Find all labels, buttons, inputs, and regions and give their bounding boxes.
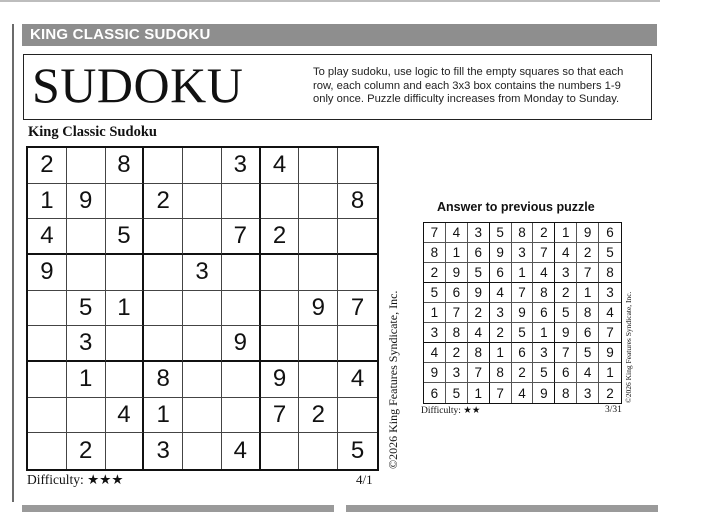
puzzle-cell: 4 [222, 433, 261, 469]
answer-cell: 7 [512, 283, 534, 303]
puzzle-cell [144, 219, 183, 255]
answer-cell: 7 [555, 343, 577, 363]
puzzle-cell: 2 [67, 433, 106, 469]
puzzle-cell: 7 [338, 291, 377, 327]
answer-cell: 3 [555, 263, 577, 283]
answer-cell: 5 [490, 223, 512, 243]
answer-cell: 9 [490, 243, 512, 263]
puzzle-cell: 8 [106, 148, 145, 184]
answer-cell: 7 [468, 363, 490, 383]
puzzle-cell [261, 255, 300, 291]
puzzle-cell: 5 [350, 437, 365, 465]
puzzle-cell [183, 326, 222, 362]
answer-cell: 3 [446, 363, 468, 383]
puzzle-cell: 8 [144, 362, 183, 398]
answer-cell: 5 [533, 363, 555, 383]
answer-cell: 1 [512, 263, 534, 283]
answer-cell: 8 [555, 383, 577, 403]
puzzle-cell: 4 [261, 148, 300, 184]
answer-cell: 1 [424, 303, 446, 323]
puzzle-cell [261, 184, 300, 220]
puzzle-cell [67, 219, 106, 255]
answer-cell: 4 [577, 363, 599, 383]
answer-cell: 6 [599, 223, 621, 243]
answer-copyright: ©2026 King Features Syndicate, Inc. [624, 291, 633, 403]
answer-cell: 1 [533, 323, 555, 343]
answer-cell: 7 [533, 243, 555, 263]
answer-cell: 2 [468, 303, 490, 323]
puzzle-cell: 1 [28, 184, 67, 220]
puzzle-cell: 5 [67, 291, 106, 327]
puzzle-cell: 7 [222, 219, 261, 255]
answer-cell: 7 [577, 263, 599, 283]
answer-cell: 7 [599, 323, 621, 343]
answer-cell: 9 [446, 263, 468, 283]
puzzle-cell [299, 326, 338, 362]
answer-cell: 4 [555, 243, 577, 263]
answer-cell: 4 [446, 223, 468, 243]
answer-cell: 9 [599, 343, 621, 363]
answer-cell: 8 [512, 223, 534, 243]
puzzle-cell: 4 [338, 362, 377, 398]
answer-cell: 1 [577, 283, 599, 303]
puzzle-cell [183, 398, 222, 434]
puzzle-cell [28, 433, 67, 469]
puzzle-cell [28, 362, 67, 398]
puzzle-title: King Classic Sudoku [28, 124, 157, 140]
answer-cell: 8 [599, 263, 621, 283]
next-section-header-right [346, 505, 658, 512]
puzzle-cell [106, 326, 145, 362]
answer-cell: 6 [446, 283, 468, 303]
puzzle-cell [222, 255, 261, 291]
answer-cell: 2 [606, 385, 614, 401]
puzzle-cell: 1 [67, 362, 106, 398]
column-divider [12, 24, 14, 502]
puzzle-cell: 2 [28, 148, 67, 184]
puzzle-cell [299, 148, 338, 184]
answer-cell: 6 [577, 323, 599, 343]
puzzle-cell [144, 291, 183, 327]
answer-cell: 1 [555, 223, 577, 243]
answer-cell: 6 [533, 303, 555, 323]
answer-cell: 6 [424, 383, 446, 403]
puzzle-copyright: ©2026 King Features Syndicate, Inc. [386, 290, 400, 469]
puzzle-cell: 7 [261, 398, 300, 434]
puzzle-cell [299, 362, 338, 398]
answer-cell: 6 [468, 243, 490, 263]
answer-cell: 5 [512, 323, 534, 343]
banner-title: SUDOKU [32, 57, 244, 113]
puzzle-cell [28, 398, 67, 434]
answer-cell: 4 [533, 263, 555, 283]
answer-cell: 4 [599, 303, 621, 323]
answer-cell: 9 [533, 383, 555, 403]
puzzle-cell [222, 362, 261, 398]
top-divider [0, 0, 660, 2]
answer-title: Answer to previous puzzle [437, 200, 595, 214]
answer-cell: 3 [512, 243, 534, 263]
puzzle-cell [106, 255, 145, 291]
puzzle-cell [183, 184, 222, 220]
puzzle-cell: 3 [144, 433, 183, 469]
answer-cell: 2 [490, 323, 512, 343]
puzzle-cell [28, 291, 67, 327]
puzzle-cell [144, 148, 183, 184]
puzzle-cell: 5 [106, 219, 145, 255]
puzzle-cell [338, 326, 377, 362]
puzzle-cell [222, 398, 261, 434]
puzzle-cell [299, 219, 338, 255]
answer-cell: 2 [555, 283, 577, 303]
puzzle-cell: 1 [106, 291, 145, 327]
puzzle-cell [299, 433, 338, 469]
answer-cell: 1 [490, 343, 512, 363]
puzzle-cell: 4 [28, 219, 67, 255]
answer-cell: 5 [599, 243, 621, 263]
answer-cell: 9 [468, 283, 490, 303]
puzzle-cell: 2 [299, 398, 338, 434]
answer-cell: 3 [533, 343, 555, 363]
puzzle-cell [261, 433, 300, 469]
answer-cell: 5 [577, 343, 599, 363]
answer-cell: 8 [424, 243, 446, 263]
answer-cell: 8 [490, 363, 512, 383]
puzzle-cell [183, 148, 222, 184]
answer-cell: 9 [577, 223, 599, 243]
puzzle-cell: 8 [338, 184, 377, 220]
puzzle-cell [261, 326, 300, 362]
section-header: KING CLASSIC SUDOKU [22, 24, 657, 46]
answer-cell: 3 [490, 303, 512, 323]
answer-cell: 8 [533, 283, 555, 303]
answer-cell: 2 [446, 343, 468, 363]
puzzle-cell [338, 219, 377, 255]
banner-instructions: To play sudoku, use logic to fill the empty squares so that each row, each column and each 3x3 box contains the numbers 1-9 only once. Puzzle difficulty increases from Monday to Sunday. [313, 66, 624, 105]
answer-cell: 6 [490, 263, 512, 283]
answer-cell: 5 [446, 383, 468, 403]
answer-cell: 7 [490, 383, 512, 403]
puzzle-cell [144, 326, 183, 362]
puzzle-cell [67, 255, 106, 291]
puzzle-cell [183, 291, 222, 327]
puzzle-cell: 4 [106, 398, 145, 434]
answer-cell: 1 [599, 363, 621, 383]
puzzle-date: 4/1 [356, 472, 373, 487]
answer-date: 3/31 [605, 405, 622, 415]
puzzle-cell: 3 [67, 326, 106, 362]
answer-cell: 9 [555, 323, 577, 343]
puzzle-cell [183, 362, 222, 398]
puzzle-cell: 2 [261, 219, 300, 255]
answer-cell: 3 [577, 383, 599, 403]
puzzle-cell [222, 291, 261, 327]
answer-cell: 9 [424, 363, 446, 383]
answer-cell: 2 [533, 223, 555, 243]
puzzle-cell: 9 [222, 326, 261, 362]
sudoku-banner [23, 54, 652, 120]
answer-cell: 5 [555, 303, 577, 323]
puzzle-cell: 9 [28, 255, 67, 291]
puzzle-cell [222, 184, 261, 220]
puzzle-cell: 3 [183, 255, 222, 291]
puzzle-cell [67, 148, 106, 184]
puzzle-cell [338, 398, 377, 434]
puzzle-cell [106, 362, 145, 398]
answer-cell: 3 [424, 323, 446, 343]
puzzle-cell: 3 [222, 148, 261, 184]
puzzle-grid [26, 146, 379, 471]
puzzle-cell [338, 255, 377, 291]
answer-cell: 7 [424, 223, 446, 243]
answer-difficulty: Difficulty: ★★ [421, 406, 481, 416]
answer-cell: 1 [468, 383, 490, 403]
answer-cell: 6 [512, 343, 534, 363]
puzzle-cell [338, 148, 377, 184]
answer-cell: 6 [555, 363, 577, 383]
puzzle-cell: 9 [261, 362, 300, 398]
answer-cell: 2 [512, 363, 534, 383]
puzzle-cell: 9 [67, 184, 106, 220]
answer-cell: 4 [490, 283, 512, 303]
puzzle-cell [28, 326, 67, 362]
puzzle-cell: 2 [144, 184, 183, 220]
puzzle-cell: 1 [144, 398, 183, 434]
answer-cell: 5 [424, 283, 446, 303]
puzzle-difficulty: Difficulty: ★★★ [27, 472, 124, 487]
answer-cell: 2 [577, 243, 599, 263]
answer-cell: 9 [512, 303, 534, 323]
puzzle-cell [299, 255, 338, 291]
answer-cell: 1 [446, 243, 468, 263]
answer-cell: 3 [599, 283, 621, 303]
answer-cell: 7 [446, 303, 468, 323]
puzzle-cell [106, 433, 145, 469]
puzzle-cell [67, 398, 106, 434]
puzzle-cell [106, 184, 145, 220]
answer-cell: 4 [468, 323, 490, 343]
answer-cell: 4 [512, 383, 534, 403]
answer-cell: 3 [468, 223, 490, 243]
puzzle-cell [144, 255, 183, 291]
answer-cell: 8 [468, 343, 490, 363]
puzzle-cell [183, 433, 222, 469]
answer-cell: 4 [424, 343, 446, 363]
next-section-header-left [22, 505, 334, 512]
puzzle-cell: 9 [299, 291, 338, 327]
puzzle-cell [261, 291, 300, 327]
answer-cell: 2 [424, 263, 446, 283]
answer-cell: 5 [468, 263, 490, 283]
puzzle-cell [183, 219, 222, 255]
answer-cell: 8 [577, 303, 599, 323]
answer-cell: 8 [446, 323, 468, 343]
puzzle-cell [299, 184, 338, 220]
answer-grid [423, 222, 622, 404]
